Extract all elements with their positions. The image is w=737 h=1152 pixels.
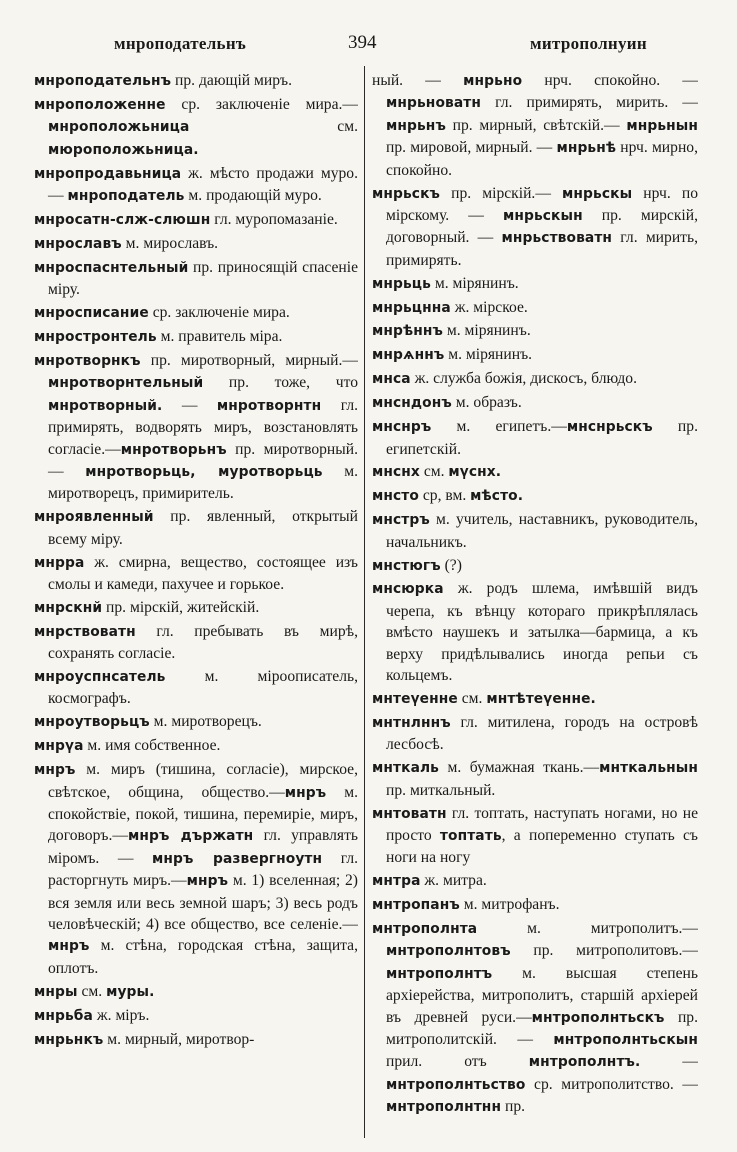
entry-text: ж. смирна, вещество, состоящее изъ смолы и камеди, пахучее и горькое. xyxy=(48,553,358,593)
entry-text: гл. примирять, водворять миръ, возстановлять согласіе.— xyxy=(48,396,358,458)
dictionary-entry xyxy=(34,506,358,550)
dictionary-entry xyxy=(372,578,698,686)
entry-text: гл. митилена, городъ на островѣ лесбосѣ. xyxy=(386,713,698,754)
entry-headword: мнрѧннъ xyxy=(372,347,445,364)
entry-headword: мнткальнын xyxy=(599,760,698,777)
entry-text: м. мірянинъ. xyxy=(444,346,533,364)
entry-text: м. стѣна, городская стѣна, защита, оплотъ. xyxy=(48,937,358,977)
entry-headword: мнрьствоватн xyxy=(501,230,613,247)
entry-text: нрч. по мірскому. — xyxy=(386,184,698,224)
entry-headword: мнрьць xyxy=(372,275,431,292)
entry-headword: мнропродавьница xyxy=(34,165,182,182)
dictionary-entry xyxy=(372,368,698,390)
entry-text: см. xyxy=(419,463,449,481)
dictionary-entry xyxy=(34,94,358,161)
entry-headword: мнротворьць, муротворьць xyxy=(85,463,323,480)
dictionary-entry xyxy=(34,350,358,505)
entry-text: нрч. спокойно. — xyxy=(522,72,698,89)
dictionary-entry xyxy=(34,1005,358,1027)
entry-text: гл. примирять, мирить. — xyxy=(481,94,698,112)
entry-headword: мнроявленный xyxy=(34,509,154,526)
entry-text: пр. миротворный. — xyxy=(48,440,358,480)
entry-headword: мнросписание xyxy=(34,305,149,322)
entry-text: пр. тоже, что xyxy=(203,374,358,392)
entry-text: ж. митра. xyxy=(420,872,487,890)
entry-text: гл. расторгнуть миръ.— xyxy=(48,849,358,890)
dictionary-entry xyxy=(34,621,358,665)
entry-headword: мнръ xyxy=(284,784,327,801)
entry-headword: мнроположенне xyxy=(34,96,166,113)
entry-text: пр. приносящій спасеніе міру. xyxy=(48,258,358,299)
entry-headword: мнротворнтн xyxy=(216,397,322,414)
entry-headword: мнротворнкъ xyxy=(34,352,141,369)
entry-headword: мнрүа xyxy=(34,738,84,755)
entry-text: гл. топтать, наступать ногами, но не просто xyxy=(386,804,698,844)
entry-text: ср, вм. xyxy=(418,487,471,505)
entry-headword: мнры xyxy=(34,983,78,1000)
entry-headword: мнръ развергноутн xyxy=(152,850,323,867)
entry-text: пр. явленный, открытый всему міру. xyxy=(48,508,358,548)
entry-headword: мнроутворьцъ xyxy=(34,714,150,731)
dictionary-entry xyxy=(372,757,698,801)
entry-text: пр. мірскій, житейскій. xyxy=(102,598,260,616)
dictionary-entry xyxy=(372,894,698,916)
entry-headword: мнтрополнта xyxy=(372,921,478,938)
column-divider xyxy=(364,66,365,1138)
entry-headword: мнроположьница xyxy=(48,119,190,136)
dictionary-entry xyxy=(372,870,698,892)
entry-headword: мнротворнтельный xyxy=(48,375,204,392)
entry-text: м. мірянинъ. xyxy=(442,322,531,340)
entry-text: ж. служба божія, дискосъ, блюдо. xyxy=(410,370,637,388)
entry-headword: мнтрополнтовъ xyxy=(386,943,511,960)
dictionary-entry xyxy=(372,509,698,553)
entry-headword: мнсндонъ xyxy=(372,395,452,412)
entry-headword: мнтропанъ xyxy=(372,897,460,914)
dictionary-entry xyxy=(34,326,358,348)
dictionary-entry xyxy=(34,552,358,596)
entry-text: ср. митрополитство. — xyxy=(525,1075,698,1093)
entry-text: пр. мирный, свѣтскій.— xyxy=(445,116,627,134)
entry-headword: мнткаль xyxy=(372,760,440,777)
entry-headword: мнтнлннъ xyxy=(372,714,451,731)
entry-headword: мнснрьскъ xyxy=(566,419,653,436)
entry-headword: мнрьнъ xyxy=(386,117,446,134)
entry-headword: мѣсто. xyxy=(470,488,524,505)
entry-text: м. міроописатель, космографъ. xyxy=(48,668,358,708)
entry-headword: мнрствоватн xyxy=(34,623,136,640)
entry-text: ж. міръ. xyxy=(92,1006,150,1024)
entry-headword: мүснх. xyxy=(448,464,502,481)
dictionary-entry xyxy=(34,233,358,255)
header-right-guide-word: митрополнуин xyxy=(530,34,647,53)
dictionary-entry xyxy=(372,183,698,272)
entry-headword: мнрьнкъ xyxy=(34,1031,104,1048)
dictionary-entry xyxy=(34,759,358,979)
entry-headword: мнрра xyxy=(34,554,85,571)
entry-headword: мнрьнын xyxy=(626,117,698,134)
entry-text: м. имя собственное. xyxy=(83,737,221,755)
entry-headword: мнрьскы xyxy=(562,185,633,202)
dictionary-entry xyxy=(34,597,358,619)
dictionary-entry xyxy=(34,1029,358,1051)
entry-text: см. xyxy=(189,118,358,136)
dictionary-entry xyxy=(372,461,698,483)
right-column xyxy=(372,70,698,1130)
entry-headword: мнрьскын xyxy=(502,207,583,224)
dictionary-entry xyxy=(372,70,698,181)
entry-text: м. высшая степень архіерейства, митрополитъ, старшій архіерей въ древней руси.— xyxy=(386,964,698,1026)
header-left-guide-word: мнроподательнъ xyxy=(114,34,247,53)
dictionary-entry xyxy=(372,485,698,507)
dictionary-entry xyxy=(372,320,698,342)
entry-text: гл. пребывать въ мирѣ, сохранять согласіе. xyxy=(48,622,358,663)
dictionary-entry xyxy=(34,666,358,710)
entry-text: ж. родъ шлема, имѣвшій видъ черепа, къ вѣнцу котораго прикрѣплялась вмѣсто наушекъ и затылка—бармица, а къ верху придѣлывались иногда репьи съ кольцемъ. xyxy=(386,580,698,685)
entry-headword: мнстръ xyxy=(372,512,430,529)
dictionary-entry xyxy=(34,981,358,1003)
entry-headword: мнрьба xyxy=(34,1007,93,1024)
entry-text: нрч. мирно, спокойно. xyxy=(386,139,698,179)
dictionary-entry xyxy=(372,297,698,319)
entry-text: пр. мировой, мирный. — xyxy=(386,139,557,157)
entry-headword: мнрьноватн xyxy=(386,95,481,112)
page-number: 394 xyxy=(348,32,377,53)
entry-text: м. мирный, миротвор- xyxy=(103,1030,255,1048)
entry-headword: мнрьно xyxy=(463,73,523,89)
entry-text: м. египетъ.— xyxy=(431,418,567,436)
entry-text: пр. мирскій, договорный. — xyxy=(386,206,698,247)
entry-text: ср. заключеніе мира.— xyxy=(165,95,358,113)
dictionary-entry xyxy=(34,302,358,324)
page-header xyxy=(30,34,707,60)
entry-headword: мнрѣннъ xyxy=(372,323,443,340)
entry-headword: мнснръ xyxy=(372,419,432,436)
entry-text: ж. мѣсто продажи муро. — xyxy=(48,164,358,205)
entry-headword: мнтрополнтьство xyxy=(386,1076,526,1093)
entry-headword: мнса xyxy=(372,371,411,388)
entry-headword: мюроположьница. xyxy=(48,141,199,158)
entry-headword: мнроподатель xyxy=(67,188,185,205)
entry-text: см. xyxy=(77,982,107,1000)
entry-text: пр. мірскій.— xyxy=(440,184,563,202)
dictionary-entry xyxy=(34,711,358,733)
left-column xyxy=(34,70,358,1130)
entry-text: гл. муропомазаніе. xyxy=(210,210,338,228)
dictionary-entry xyxy=(372,555,698,577)
entry-text: (?) xyxy=(440,556,462,574)
entry-text: м. продающій муро. xyxy=(184,187,322,205)
entry-text: ср. заключеніе мира. xyxy=(148,304,290,322)
dictionary-entry xyxy=(372,918,698,1119)
dictionary-entry xyxy=(34,163,358,208)
entry-text: гл. мирить, примирять. xyxy=(386,229,698,269)
entry-text: ный. — xyxy=(372,72,464,89)
entry-text: см. xyxy=(457,689,487,707)
entry-headword: мнтрополнтьскын xyxy=(553,1032,698,1049)
entry-text: пр. митрополитскій. — xyxy=(386,1008,698,1049)
entry-text: пр. египетскій. xyxy=(386,418,698,458)
entry-headword: мнроспаснтельный xyxy=(34,259,189,276)
entry-headword: мнротворный. xyxy=(48,397,163,414)
entry-text: — xyxy=(162,396,217,414)
entry-headword: мнстюгъ xyxy=(372,557,441,574)
dictionary-entry xyxy=(372,688,698,710)
dictionary-entry xyxy=(34,209,358,231)
entry-headword: мнроподательнъ xyxy=(34,73,172,89)
entry-headword: мнростронтель xyxy=(34,328,157,345)
dictionary-entry xyxy=(372,416,698,460)
entry-headword: мнтрополнтъ xyxy=(386,965,493,982)
dictionary-entry xyxy=(34,70,358,92)
entry-text: пр. миротворный, мирный.— xyxy=(140,351,358,369)
entry-text: м. миръ (тишина, согласіе), мирское, свѣтское, община, общество.— xyxy=(48,761,358,801)
dictionary-entry xyxy=(372,712,698,756)
dictionary-entry xyxy=(372,344,698,366)
entry-text: м. 1) вселенная; 2) вся земля или весь земной шаръ; 3) весь родъ человѣческій; 4) все общество, все селеніе.— xyxy=(48,872,358,934)
entry-text: — xyxy=(640,1053,698,1071)
entry-headword: мнръ държатн xyxy=(127,828,254,845)
entry-text: м. митрополитъ.— xyxy=(477,920,698,938)
entry-text: пр. миткальный. xyxy=(386,781,496,799)
entry-text: м. митрофанъ. xyxy=(459,896,560,914)
entry-headword: мнрьцнна xyxy=(372,299,451,316)
entry-headword: мнросатн-слж-слюшн xyxy=(34,211,211,228)
entry-headword: мнръ xyxy=(34,762,76,779)
entry-headword: мнрьнѣ xyxy=(556,140,617,157)
entry-headword: мнротворьнъ xyxy=(120,441,227,458)
entry-text: ж. мірское. xyxy=(450,298,528,316)
entry-headword: мнроуспнсатель xyxy=(34,669,166,686)
entry-headword: мнснх xyxy=(372,464,420,481)
entry-headword: мнсюрка xyxy=(372,581,444,598)
entry-text: м. образъ. xyxy=(451,394,522,412)
entry-headword: мнръ xyxy=(48,938,90,955)
entry-text: гл. управлять міромъ. — xyxy=(48,827,358,867)
entry-headword: мнтрополнтъ. xyxy=(528,1054,641,1071)
entry-headword: мнтрополнтьскъ xyxy=(531,1009,665,1026)
entry-text: м. миротворецъ, примиритель. xyxy=(48,462,358,503)
entry-headword: мнрьскъ xyxy=(372,185,441,202)
entry-headword: мнръ xyxy=(186,873,229,890)
entry-text: м. правитель міра. xyxy=(156,327,283,345)
entry-text: м. учитель, наставникъ, руководитель, начальникъ. xyxy=(386,511,698,551)
entry-headword: мнсто xyxy=(372,488,419,505)
entry-headword: мнрославъ xyxy=(34,235,122,252)
entry-headword: мнтеүенне xyxy=(372,690,458,707)
entry-headword: топтать xyxy=(439,827,502,844)
entry-headword: мнтѣтеүенне. xyxy=(486,690,596,707)
entry-headword: мнтрополнтнн xyxy=(386,1099,502,1116)
entry-text: м. бумажная ткань.— xyxy=(439,759,600,777)
entry-text: м. спокойствіе, покой, тишина, перемиріе, миръ, договоръ.— xyxy=(48,783,358,845)
entry-text: пр. митрополитовъ.— xyxy=(510,942,698,960)
dictionary-entry xyxy=(372,803,698,869)
dictionary-entry xyxy=(34,257,358,301)
dictionary-entry xyxy=(372,273,698,295)
dictionary-entry xyxy=(372,392,698,414)
entry-headword: мнтра xyxy=(372,873,421,890)
entry-headword: мнтоватн xyxy=(372,805,447,822)
entry-text: прил. отъ xyxy=(386,1053,529,1071)
entry-text: м. мірянинъ. xyxy=(430,274,519,292)
entry-text: м. мирославъ. xyxy=(121,234,219,252)
entry-headword: мнрскнй xyxy=(34,599,103,616)
entry-text: пр. xyxy=(501,1098,526,1116)
dictionary-entry xyxy=(34,735,358,757)
entry-headword: муры. xyxy=(106,983,155,1000)
entry-text: , а попеременно ступать съ ноги на ногу xyxy=(386,826,698,867)
entry-text: пр. дающій миръ. xyxy=(171,72,293,89)
entry-text: м. миротворецъ. xyxy=(149,713,262,731)
